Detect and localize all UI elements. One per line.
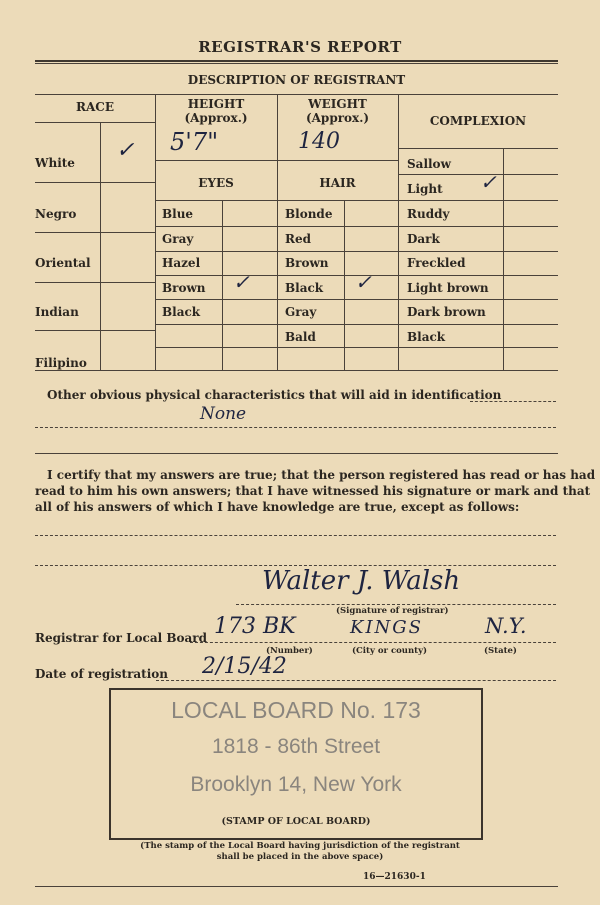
eyes-hair-row-rule <box>155 251 398 252</box>
complexion-rule <box>398 251 558 252</box>
height-header: HEIGHT <box>187 97 245 111</box>
title-rule <box>35 60 558 62</box>
race-rule <box>35 330 155 331</box>
footer-rule <box>35 886 558 887</box>
complexion-rule <box>398 226 558 227</box>
race-rule <box>35 282 155 283</box>
eyes-hazel: Hazel <box>162 256 201 270</box>
stamp-note-line-2: shall be placed in the above space) <box>216 852 384 862</box>
title-rule-inner <box>35 63 558 64</box>
complexion-header-rule <box>398 148 558 149</box>
stamp-line-1: LOCAL BOARD No. 173 <box>171 697 421 723</box>
table-bottom-rule <box>35 370 558 371</box>
complexion-freckled: Freckled <box>407 256 466 270</box>
hair-blonde: Blonde <box>285 207 333 221</box>
local-board-state-caption: (State) <box>484 646 517 656</box>
race-rule <box>35 182 155 183</box>
race-white: White <box>35 156 75 170</box>
complexion-rule <box>398 200 558 201</box>
eyes-hair-row-rule <box>155 347 398 348</box>
local-board-label: Registrar for Local Board <box>35 631 208 645</box>
hair-header: HAIR <box>319 176 356 190</box>
hair-brown: Brown <box>285 256 329 270</box>
signature-caption: (Signature of registrar) <box>336 606 449 616</box>
complexion-dark-brown: Dark brown <box>407 305 486 319</box>
complexion-header: COMPLEXION <box>429 114 527 128</box>
local-board-state: N.Y. <box>485 614 527 638</box>
complexion-light-brown: Light brown <box>407 281 489 295</box>
complexion-rule <box>398 299 558 300</box>
hair-bald: Bald <box>285 330 316 344</box>
race-header-rule <box>35 122 155 123</box>
eyes-black: Black <box>162 305 201 319</box>
form-number: 16—21630-1 <box>363 872 426 882</box>
eyes-brown: Brown <box>162 281 206 295</box>
complexion-light: Light <box>407 182 443 196</box>
description-header: DESCRIPTION OF REGISTRANT <box>187 73 406 87</box>
local-board-number-caption: (Number) <box>266 646 313 656</box>
local-board-city-caption: (City or county) <box>352 646 428 656</box>
race-filipino: Filipino <box>35 356 87 370</box>
complexion-ruddy: Ruddy <box>407 207 450 221</box>
certification-line-2: read to him his own answers; that I have witnessed his signature or mark and that <box>35 484 591 498</box>
race-header: RACE <box>76 100 114 114</box>
page-title: REGISTRAR'S REPORT <box>198 38 402 56</box>
local-board-line <box>190 642 556 643</box>
hair-black: Black <box>285 281 324 295</box>
eyes-hair-row-rule <box>155 299 398 300</box>
divider-complexion-check <box>503 148 504 370</box>
other-characteristics-line <box>470 401 556 402</box>
stamp-line-3: Brooklyn 14, New York <box>190 773 402 796</box>
height-value: 5'7" <box>170 128 219 156</box>
complexion-dark: Dark <box>407 232 440 246</box>
height-weight-rule <box>155 160 398 161</box>
date-of-registration-value: 2/15/42 <box>202 654 287 679</box>
eyes-hair-rule <box>155 200 398 201</box>
complexion-rule <box>398 347 558 348</box>
signature-line <box>236 604 556 605</box>
other-characteristics-label: Other obvious physical characteristics that will aid in identification <box>47 388 502 402</box>
stamp-line-2: 1818 - 86th Street <box>211 735 381 758</box>
complexion-rule <box>398 275 558 276</box>
weight-value: 140 <box>298 129 340 154</box>
complexion-rule <box>398 324 558 325</box>
local-board-city: KINGS <box>350 617 424 638</box>
race-rule <box>35 232 155 233</box>
complexion-check-mark: ✓ <box>480 170 497 194</box>
stamp-caption: (STAMP OF LOCAL BOARD) <box>221 816 371 827</box>
hair-check-mark: ✓ <box>355 270 372 294</box>
certification-line-3: all of his answers of which I have knowledge are true, except as follows: <box>35 500 520 514</box>
divider-race <box>155 94 156 370</box>
stamp-box <box>109 688 483 840</box>
divider-weight <box>398 94 399 370</box>
weight-subheader: (Approx.) <box>305 111 370 125</box>
hair-gray: Gray <box>285 305 317 319</box>
race-oriental: Oriental <box>35 256 91 270</box>
other-characteristics-answer: None <box>200 404 247 424</box>
race-check-mark: ✓ <box>116 138 135 163</box>
race-negro: Negro <box>35 207 77 221</box>
local-board-number: 173 BK <box>214 614 296 639</box>
section-rule <box>35 453 558 454</box>
eyes-hair-row-rule <box>155 226 398 227</box>
eyes-check-mark: ✓ <box>233 270 250 294</box>
hair-red: Red <box>285 232 311 246</box>
stamp-note-line-1: (The stamp of the Local Board having jurisdiction of the registrant <box>140 841 460 851</box>
weight-header: WEIGHT <box>308 97 367 111</box>
date-line <box>156 680 556 681</box>
race-indian: Indian <box>35 305 79 319</box>
eyes-hair-row-rule <box>155 324 398 325</box>
other-characteristics-line <box>35 427 556 428</box>
table-top-rule <box>35 94 558 95</box>
complexion-rule <box>398 174 558 175</box>
certification-line <box>35 535 556 536</box>
complexion-black: Black <box>407 330 446 344</box>
divider-height <box>277 94 278 370</box>
divider-race-check <box>100 122 101 370</box>
date-of-registration-label: Date of registration <box>35 667 169 681</box>
eyes-header: EYES <box>198 176 234 190</box>
certification-line-1: I certify that my answers are true; that the person registered has read or has had <box>47 468 596 482</box>
complexion-sallow: Sallow <box>407 157 451 171</box>
eyes-gray: Gray <box>162 232 194 246</box>
eyes-blue: Blue <box>162 207 194 221</box>
height-subheader: (Approx.) <box>184 111 248 125</box>
registrar-signature: Walter J. Walsh <box>262 566 461 596</box>
